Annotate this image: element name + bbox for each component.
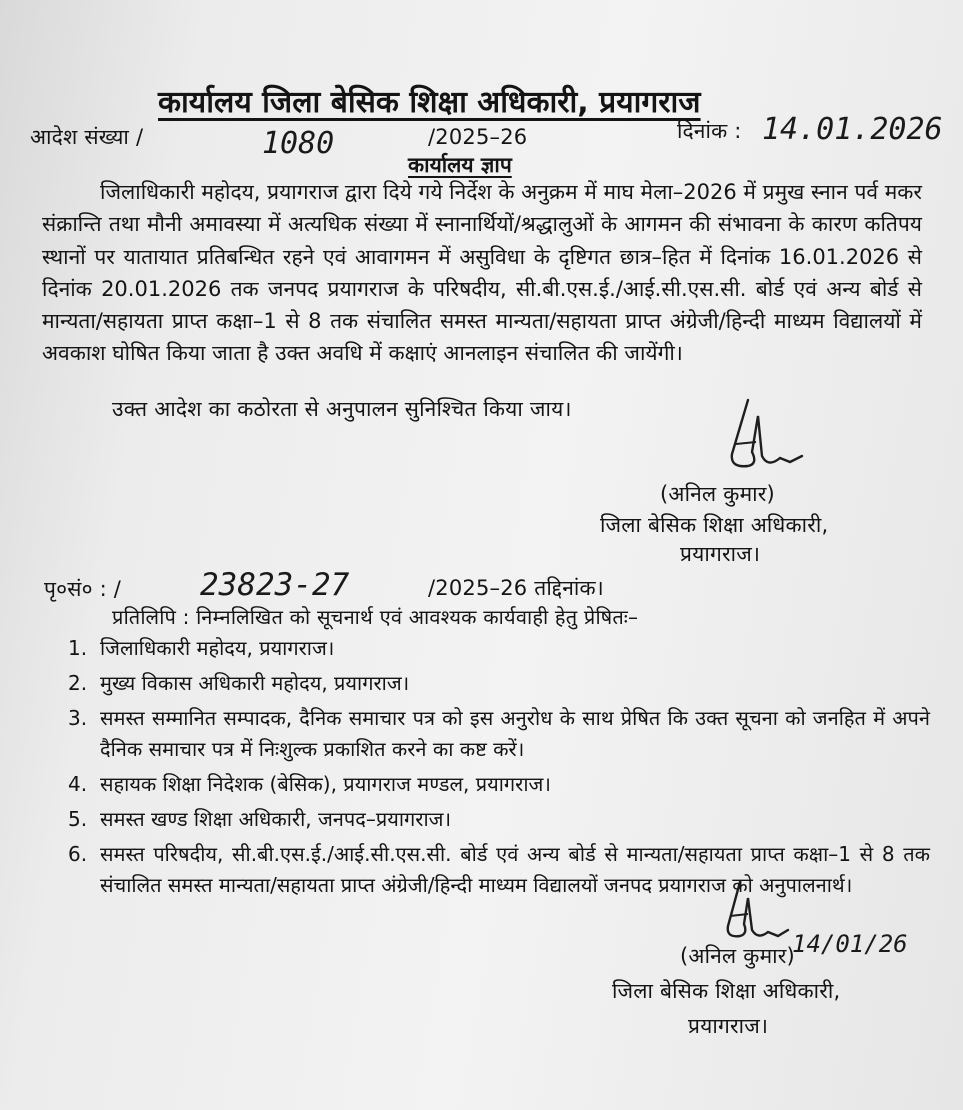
order-number-label: आदेश संख्या / [30, 125, 144, 149]
reference-suffix: /2025–26 तद्दिनांक। [428, 576, 604, 600]
signature-date-handwritten: 14/01/26 [792, 930, 908, 958]
signatory-name-2: (अनिल कुमार) [680, 944, 795, 968]
signatory-designation-1: जिला बेसिक शिक्षा अधिकारी, [600, 513, 829, 537]
list-item: 5. समस्त खण्ड शिक्षा अधिकारी, जनपद–प्रयागराज। [68, 807, 452, 831]
date-handwritten: 14.01.2026 [762, 112, 943, 147]
compliance-line: उक्त आदेश का कठोरता से अनुपालन सुनिश्चित किया जाय। [112, 397, 572, 421]
date-label: दिनांक : [677, 119, 742, 143]
memo-body: जिलाधिकारी महोदय, प्रयागराज द्वारा दिये गये निर्देश के अनुक्रम में माघ मेला–2026 में प्रमुख स्नान पर्व मकर संक्रान्ति तथा मौनी अमावस्या में अत्यधिक संख्या में स्नानार्थियों/श्रद्धालुओं के आगमन की संभावना के कारण कतिपय स्थानों पर यातायात प्रतिबन्धित रहने एवं आवागमन में असुविधा के दृष्टिगत छात्र–हित में दिनांक 16.01.2026 से दिनांक 20.01.2026 तक जनपद प्रयागराज के परिषदीय, सी.बी.एस.ई./आई.सी.एस.सी. बोर्ड एवं अन्य बोर्ड से मान्यता/सहायता प्राप्त कक्षा–1 से 8 तक संचालित समस्त मान्यता/सहायता प्राप्त अंग्रेजी/हिन्दी माध्यम विद्यालयों में अवकाश घोषित किया जाता है उक्त अवधि में कक्षाएं आनलाइन संचालित की जायेंगी। [42, 180, 922, 366]
list-item: 2. मुख्य विकास अधिकारी महोदय, प्रयागराज। [68, 671, 410, 695]
signature-1 [718, 396, 808, 486]
list-item: 4. सहायक शिक्षा निदेशक (बेसिक), प्रयागराज मण्डल, प्रयागराज। [68, 772, 551, 796]
order-number-year: /2025–26 [428, 125, 528, 149]
signatory-place-1: प्रयागराज। [680, 542, 761, 566]
list-item: 6. समस्त परिषदीय, सी.बी.एस.ई./आई.सी.एस.सी. बोर्ड एवं अन्य बोर्ड से मान्यता/सहायता प्राप्त कक्षा–1 से 8 तक संचालित समस्त मान्यता/सहायता प्राप्त अंग्रेजी/हिन्दी माध्यम विद्यालयों जनपद प्रयागराज को अनुपालनार्थ। [68, 842, 930, 897]
list-item: 3. समस्त सम्मानित सम्पादक, दैनिक समाचार पत्र को इस अनुरोध के साथ प्रेषित कि उक्त सूचना को जनहित में अपने दैनिक समाचार पत्र में निःशुल्क प्रकाशित करने का कष्ट करें। [68, 706, 930, 761]
office-title: कार्यालय जिला बेसिक शिक्षा अधिकारी, प्रयागराज [158, 85, 701, 120]
memo-heading: कार्यालय ज्ञाप [408, 153, 512, 177]
copy-list [68, 633, 930, 905]
list-item: 1. जिलाधिकारी महोदय, प्रयागराज। [68, 636, 335, 660]
signatory-place-2: प्रयागराज। [688, 1014, 769, 1038]
signatory-designation-2: जिला बेसिक शिक्षा अधिकारी, [612, 979, 841, 1003]
order-number-handwritten: 1080 [262, 126, 335, 161]
reference-label: पृ०सं० : / [44, 577, 122, 601]
copy-intro: प्रतिलिपि : निम्नलिखित को सूचनार्थ एवं आवश्यक कार्यवाही हेतु प्रेषितः– [112, 605, 639, 629]
signatory-name-1: (अनिल कुमार) [660, 482, 775, 506]
reference-handwritten: 23823-27 [200, 567, 350, 603]
